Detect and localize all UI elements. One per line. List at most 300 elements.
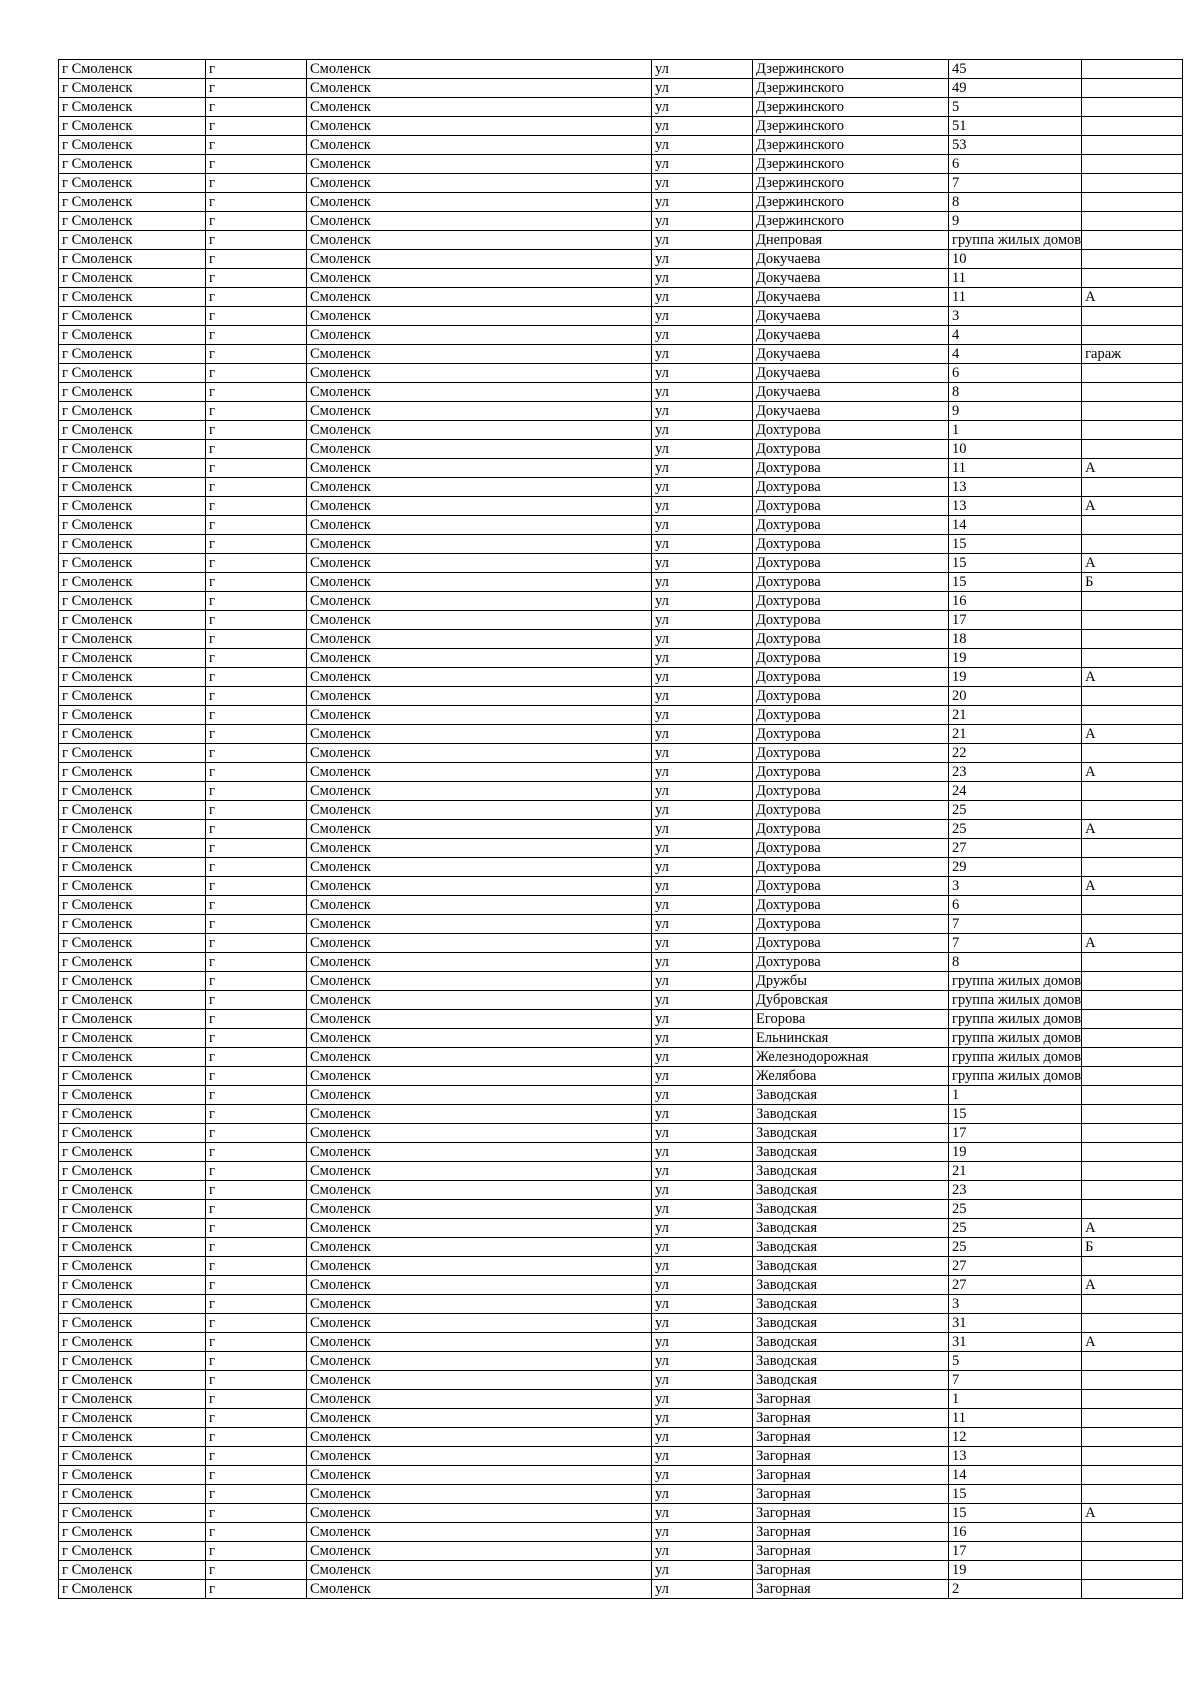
cell-settlement-name: Смоленск xyxy=(307,1352,652,1371)
cell-street-name: Дохтурова xyxy=(753,877,949,896)
cell-house-number: 21 xyxy=(949,1162,1082,1181)
cell-city-full: г Смоленск xyxy=(59,592,206,611)
cell-city-full: г Смоленск xyxy=(59,1124,206,1143)
cell-settlement-type: г xyxy=(206,440,307,459)
cell-street-type: ул xyxy=(652,231,753,250)
cell-street-type: ул xyxy=(652,1352,753,1371)
cell-settlement-name: Смоленск xyxy=(307,1238,652,1257)
cell-building-suffix xyxy=(1082,1447,1183,1466)
cell-street-name: Дохтурова xyxy=(753,839,949,858)
cell-settlement-type: г xyxy=(206,1257,307,1276)
cell-building-suffix xyxy=(1082,1067,1183,1086)
cell-street-name: Дохтурова xyxy=(753,725,949,744)
cell-settlement-type: г xyxy=(206,478,307,497)
table-row xyxy=(59,611,1183,630)
cell-settlement-type: г xyxy=(206,459,307,478)
cell-settlement-name: Смоленск xyxy=(307,250,652,269)
cell-settlement-type: г xyxy=(206,763,307,782)
cell-street-name: Заводская xyxy=(753,1333,949,1352)
cell-settlement-name: Смоленск xyxy=(307,725,652,744)
cell-street-name: Дохтурова xyxy=(753,573,949,592)
table-row xyxy=(59,1067,1183,1086)
cell-street-name: Дохтурова xyxy=(753,801,949,820)
cell-settlement-name: Смоленск xyxy=(307,763,652,782)
cell-city-full: г Смоленск xyxy=(59,934,206,953)
cell-settlement-name: Смоленск xyxy=(307,820,652,839)
cell-city-full: г Смоленск xyxy=(59,79,206,98)
cell-street-name: Заводская xyxy=(753,1276,949,1295)
cell-city-full: г Смоленск xyxy=(59,231,206,250)
cell-street-type: ул xyxy=(652,668,753,687)
cell-settlement-name: Смоленск xyxy=(307,1124,652,1143)
cell-city-full: г Смоленск xyxy=(59,687,206,706)
cell-house-number: 22 xyxy=(949,744,1082,763)
table-row xyxy=(59,649,1183,668)
cell-street-type: ул xyxy=(652,1485,753,1504)
cell-settlement-name: Смоленск xyxy=(307,1580,652,1599)
cell-street-name: Дзержинского xyxy=(753,79,949,98)
cell-building-suffix xyxy=(1082,972,1183,991)
cell-house-number: 17 xyxy=(949,1124,1082,1143)
cell-street-name: Докучаева xyxy=(753,288,949,307)
cell-city-full: г Смоленск xyxy=(59,611,206,630)
cell-settlement-type: г xyxy=(206,573,307,592)
table-row xyxy=(59,1580,1183,1599)
cell-settlement-name: Смоленск xyxy=(307,1447,652,1466)
cell-building-suffix xyxy=(1082,1257,1183,1276)
cell-street-name: Заводская xyxy=(753,1371,949,1390)
cell-settlement-type: г xyxy=(206,706,307,725)
cell-building-suffix xyxy=(1082,117,1183,136)
cell-street-type: ул xyxy=(652,383,753,402)
cell-house-number: 3 xyxy=(949,1295,1082,1314)
cell-city-full: г Смоленск xyxy=(59,497,206,516)
cell-street-type: ул xyxy=(652,345,753,364)
cell-settlement-type: г xyxy=(206,383,307,402)
cell-street-type: ул xyxy=(652,991,753,1010)
cell-street-name: Дохтурова xyxy=(753,782,949,801)
cell-building-suffix: А xyxy=(1082,288,1183,307)
cell-city-full: г Смоленск xyxy=(59,136,206,155)
cell-street-name: Заводская xyxy=(753,1162,949,1181)
cell-house-number: 27 xyxy=(949,1257,1082,1276)
cell-settlement-name: Смоленск xyxy=(307,212,652,231)
cell-city-full: г Смоленск xyxy=(59,1200,206,1219)
cell-settlement-name: Смоленск xyxy=(307,1333,652,1352)
cell-street-name: Заводская xyxy=(753,1238,949,1257)
table-row xyxy=(59,573,1183,592)
address-table xyxy=(58,59,1183,1599)
cell-house-number: 8 xyxy=(949,193,1082,212)
table-row xyxy=(59,1466,1183,1485)
cell-building-suffix: А xyxy=(1082,934,1183,953)
cell-street-name: Докучаева xyxy=(753,364,949,383)
cell-street-type: ул xyxy=(652,1561,753,1580)
cell-settlement-name: Смоленск xyxy=(307,421,652,440)
cell-settlement-name: Смоленск xyxy=(307,1029,652,1048)
table-row xyxy=(59,1371,1183,1390)
table-row xyxy=(59,98,1183,117)
cell-city-full: г Смоленск xyxy=(59,991,206,1010)
cell-street-type: ул xyxy=(652,573,753,592)
cell-house-number: 10 xyxy=(949,250,1082,269)
cell-settlement-type: г xyxy=(206,1105,307,1124)
cell-street-type: ул xyxy=(652,1086,753,1105)
cell-building-suffix xyxy=(1082,516,1183,535)
cell-street-name: Загорная xyxy=(753,1580,949,1599)
cell-street-name: Дохтурова xyxy=(753,497,949,516)
cell-city-full: г Смоленск xyxy=(59,1371,206,1390)
table-row xyxy=(59,402,1183,421)
cell-street-type: ул xyxy=(652,440,753,459)
cell-street-type: ул xyxy=(652,611,753,630)
cell-street-name: Дохтурова xyxy=(753,896,949,915)
table-row xyxy=(59,231,1183,250)
cell-street-type: ул xyxy=(652,364,753,383)
cell-building-suffix: А xyxy=(1082,763,1183,782)
cell-street-type: ул xyxy=(652,516,753,535)
cell-street-name: Ельнинская xyxy=(753,1029,949,1048)
cell-settlement-name: Смоленск xyxy=(307,858,652,877)
cell-street-name: Докучаева xyxy=(753,345,949,364)
cell-building-suffix: А xyxy=(1082,668,1183,687)
cell-street-name: Заводская xyxy=(753,1352,949,1371)
cell-settlement-name: Смоленск xyxy=(307,668,652,687)
cell-building-suffix xyxy=(1082,611,1183,630)
table-row xyxy=(59,1048,1183,1067)
cell-city-full: г Смоленск xyxy=(59,1504,206,1523)
cell-city-full: г Смоленск xyxy=(59,250,206,269)
cell-settlement-type: г xyxy=(206,1428,307,1447)
table-row xyxy=(59,953,1183,972)
table-row xyxy=(59,858,1183,877)
cell-street-name: Дзержинского xyxy=(753,136,949,155)
cell-city-full: г Смоленск xyxy=(59,953,206,972)
cell-settlement-type: г xyxy=(206,117,307,136)
table-row xyxy=(59,896,1183,915)
cell-building-suffix xyxy=(1082,1143,1183,1162)
cell-building-suffix xyxy=(1082,269,1183,288)
cell-building-suffix xyxy=(1082,687,1183,706)
cell-settlement-name: Смоленск xyxy=(307,1048,652,1067)
cell-street-type: ул xyxy=(652,535,753,554)
cell-street-type: ул xyxy=(652,972,753,991)
cell-city-full: г Смоленск xyxy=(59,858,206,877)
table-row xyxy=(59,1181,1183,1200)
cell-city-full: г Смоленск xyxy=(59,1048,206,1067)
cell-settlement-type: г xyxy=(206,1295,307,1314)
cell-building-suffix xyxy=(1082,1371,1183,1390)
cell-settlement-name: Смоленск xyxy=(307,1086,652,1105)
cell-building-suffix xyxy=(1082,896,1183,915)
table-row xyxy=(59,630,1183,649)
table-row xyxy=(59,1333,1183,1352)
table-row xyxy=(59,820,1183,839)
cell-house-number: 53 xyxy=(949,136,1082,155)
cell-settlement-type: г xyxy=(206,668,307,687)
table-row xyxy=(59,801,1183,820)
cell-building-suffix: А xyxy=(1082,1504,1183,1523)
cell-house-number: 1 xyxy=(949,1390,1082,1409)
cell-street-type: ул xyxy=(652,554,753,573)
cell-street-name: Загорная xyxy=(753,1390,949,1409)
table-row xyxy=(59,1314,1183,1333)
cell-city-full: г Смоленск xyxy=(59,820,206,839)
cell-city-full: г Смоленск xyxy=(59,801,206,820)
cell-settlement-type: г xyxy=(206,1352,307,1371)
cell-street-name: Дохтурова xyxy=(753,744,949,763)
cell-street-type: ул xyxy=(652,288,753,307)
cell-settlement-type: г xyxy=(206,915,307,934)
cell-house-number: 11 xyxy=(949,288,1082,307)
cell-settlement-type: г xyxy=(206,1314,307,1333)
cell-street-name: Дохтурова xyxy=(753,858,949,877)
cell-building-suffix xyxy=(1082,478,1183,497)
cell-city-full: г Смоленск xyxy=(59,1143,206,1162)
cell-settlement-name: Смоленск xyxy=(307,649,652,668)
cell-house-number: 14 xyxy=(949,516,1082,535)
cell-house-number: 17 xyxy=(949,611,1082,630)
cell-street-name: Дзержинского xyxy=(753,174,949,193)
cell-street-type: ул xyxy=(652,1523,753,1542)
cell-house-number: группа жилых домов xyxy=(949,1067,1082,1086)
cell-house-number: 7 xyxy=(949,174,1082,193)
cell-settlement-type: г xyxy=(206,212,307,231)
cell-settlement-name: Смоленск xyxy=(307,1276,652,1295)
cell-building-suffix xyxy=(1082,839,1183,858)
cell-house-number: 20 xyxy=(949,687,1082,706)
cell-settlement-name: Смоленск xyxy=(307,98,652,117)
cell-settlement-name: Смоленск xyxy=(307,269,652,288)
cell-settlement-type: г xyxy=(206,307,307,326)
cell-settlement-name: Смоленск xyxy=(307,934,652,953)
cell-street-name: Дубровская xyxy=(753,991,949,1010)
cell-settlement-name: Смоленск xyxy=(307,60,652,79)
cell-city-full: г Смоленск xyxy=(59,1181,206,1200)
cell-settlement-type: г xyxy=(206,630,307,649)
cell-settlement-name: Смоленск xyxy=(307,1181,652,1200)
cell-street-name: Егорова xyxy=(753,1010,949,1029)
cell-city-full: г Смоленск xyxy=(59,1485,206,1504)
cell-house-number: 27 xyxy=(949,1276,1082,1295)
cell-street-name: Докучаева xyxy=(753,383,949,402)
cell-house-number: 2 xyxy=(949,1580,1082,1599)
cell-house-number: 11 xyxy=(949,1409,1082,1428)
table-row xyxy=(59,1409,1183,1428)
table-row xyxy=(59,1352,1183,1371)
cell-settlement-type: г xyxy=(206,1485,307,1504)
cell-settlement-name: Смоленск xyxy=(307,1466,652,1485)
cell-settlement-name: Смоленск xyxy=(307,1314,652,1333)
cell-street-name: Заводская xyxy=(753,1219,949,1238)
cell-city-full: г Смоленск xyxy=(59,839,206,858)
cell-city-full: г Смоленск xyxy=(59,896,206,915)
cell-settlement-name: Смоленск xyxy=(307,193,652,212)
cell-street-name: Загорная xyxy=(753,1428,949,1447)
cell-city-full: г Смоленск xyxy=(59,193,206,212)
table-row xyxy=(59,1523,1183,1542)
cell-street-name: Желябова xyxy=(753,1067,949,1086)
cell-street-name: Дохтурова xyxy=(753,516,949,535)
cell-street-name: Докучаева xyxy=(753,402,949,421)
cell-street-type: ул xyxy=(652,269,753,288)
cell-house-number: 6 xyxy=(949,364,1082,383)
cell-street-type: ул xyxy=(652,896,753,915)
cell-street-name: Дзержинского xyxy=(753,193,949,212)
cell-building-suffix xyxy=(1082,744,1183,763)
cell-building-suffix xyxy=(1082,364,1183,383)
cell-settlement-type: г xyxy=(206,79,307,98)
table-row xyxy=(59,725,1183,744)
cell-street-name: Дзержинского xyxy=(753,212,949,231)
cell-street-name: Дзержинского xyxy=(753,155,949,174)
cell-building-suffix: А xyxy=(1082,1276,1183,1295)
table-row xyxy=(59,1219,1183,1238)
cell-street-type: ул xyxy=(652,1048,753,1067)
cell-house-number: 8 xyxy=(949,383,1082,402)
cell-house-number: 4 xyxy=(949,326,1082,345)
cell-street-type: ул xyxy=(652,1371,753,1390)
cell-street-type: ул xyxy=(652,402,753,421)
cell-street-type: ул xyxy=(652,1542,753,1561)
cell-settlement-type: г xyxy=(206,611,307,630)
cell-settlement-type: г xyxy=(206,231,307,250)
cell-settlement-type: г xyxy=(206,972,307,991)
cell-street-type: ул xyxy=(652,1390,753,1409)
cell-building-suffix xyxy=(1082,706,1183,725)
table-row xyxy=(59,136,1183,155)
cell-house-number: 51 xyxy=(949,117,1082,136)
cell-settlement-name: Смоленск xyxy=(307,592,652,611)
cell-city-full: г Смоленск xyxy=(59,459,206,478)
cell-city-full: г Смоленск xyxy=(59,1010,206,1029)
cell-street-type: ул xyxy=(652,79,753,98)
cell-settlement-type: г xyxy=(206,193,307,212)
cell-settlement-type: г xyxy=(206,60,307,79)
cell-city-full: г Смоленск xyxy=(59,1390,206,1409)
cell-city-full: г Смоленск xyxy=(59,744,206,763)
cell-building-suffix xyxy=(1082,1390,1183,1409)
cell-settlement-name: Смоленск xyxy=(307,79,652,98)
cell-city-full: г Смоленск xyxy=(59,763,206,782)
cell-house-number: 23 xyxy=(949,763,1082,782)
cell-building-suffix xyxy=(1082,991,1183,1010)
cell-street-type: ул xyxy=(652,193,753,212)
cell-street-type: ул xyxy=(652,250,753,269)
cell-street-name: Дохтурова xyxy=(753,953,949,972)
cell-settlement-name: Смоленск xyxy=(307,1143,652,1162)
cell-settlement-type: г xyxy=(206,877,307,896)
cell-street-type: ул xyxy=(652,1428,753,1447)
cell-building-suffix xyxy=(1082,402,1183,421)
table-row xyxy=(59,592,1183,611)
cell-city-full: г Смоленск xyxy=(59,1086,206,1105)
cell-street-name: Заводская xyxy=(753,1086,949,1105)
cell-house-number: 17 xyxy=(949,1542,1082,1561)
cell-settlement-name: Смоленск xyxy=(307,896,652,915)
table-row xyxy=(59,1086,1183,1105)
cell-settlement-type: г xyxy=(206,516,307,535)
cell-building-suffix xyxy=(1082,307,1183,326)
cell-building-suffix xyxy=(1082,79,1183,98)
cell-building-suffix: Б xyxy=(1082,1238,1183,1257)
cell-city-full: г Смоленск xyxy=(59,1238,206,1257)
cell-street-type: ул xyxy=(652,1238,753,1257)
table-row xyxy=(59,60,1183,79)
cell-street-name: Докучаева xyxy=(753,307,949,326)
table-row xyxy=(59,212,1183,231)
cell-city-full: г Смоленск xyxy=(59,1466,206,1485)
table-row xyxy=(59,1390,1183,1409)
cell-building-suffix: А xyxy=(1082,497,1183,516)
table-row xyxy=(59,763,1183,782)
cell-street-name: Заводская xyxy=(753,1200,949,1219)
cell-settlement-type: г xyxy=(206,592,307,611)
cell-street-type: ул xyxy=(652,858,753,877)
cell-building-suffix: А xyxy=(1082,1333,1183,1352)
cell-street-name: Заводская xyxy=(753,1257,949,1276)
table-row xyxy=(59,839,1183,858)
table-row xyxy=(59,421,1183,440)
cell-building-suffix xyxy=(1082,1105,1183,1124)
cell-building-suffix xyxy=(1082,60,1183,79)
cell-street-name: Дохтурова xyxy=(753,820,949,839)
cell-building-suffix: А xyxy=(1082,554,1183,573)
cell-house-number: 6 xyxy=(949,896,1082,915)
cell-city-full: г Смоленск xyxy=(59,440,206,459)
cell-city-full: г Смоленск xyxy=(59,421,206,440)
cell-house-number: 21 xyxy=(949,725,1082,744)
cell-street-name: Загорная xyxy=(753,1504,949,1523)
cell-house-number: 19 xyxy=(949,1143,1082,1162)
cell-house-number: группа жилых домов xyxy=(949,972,1082,991)
cell-city-full: г Смоленск xyxy=(59,212,206,231)
cell-street-name: Дохтурова xyxy=(753,478,949,497)
cell-city-full: г Смоленск xyxy=(59,1067,206,1086)
cell-settlement-name: Смоленск xyxy=(307,1523,652,1542)
cell-street-name: Дохтурова xyxy=(753,592,949,611)
cell-settlement-type: г xyxy=(206,801,307,820)
cell-house-number: 3 xyxy=(949,307,1082,326)
cell-settlement-name: Смоленск xyxy=(307,972,652,991)
cell-house-number: 14 xyxy=(949,1466,1082,1485)
cell-building-suffix: А xyxy=(1082,820,1183,839)
cell-settlement-type: г xyxy=(206,1029,307,1048)
cell-settlement-name: Смоленск xyxy=(307,1067,652,1086)
cell-city-full: г Смоленск xyxy=(59,1257,206,1276)
cell-street-type: ул xyxy=(652,1504,753,1523)
cell-settlement-type: г xyxy=(206,858,307,877)
cell-settlement-name: Смоленск xyxy=(307,991,652,1010)
cell-settlement-type: г xyxy=(206,687,307,706)
cell-settlement-name: Смоленск xyxy=(307,231,652,250)
cell-settlement-type: г xyxy=(206,1143,307,1162)
cell-settlement-name: Смоленск xyxy=(307,839,652,858)
cell-house-number: группа жилых домов xyxy=(949,1029,1082,1048)
cell-street-name: Загорная xyxy=(753,1523,949,1542)
cell-building-suffix xyxy=(1082,1542,1183,1561)
cell-settlement-name: Смоленск xyxy=(307,478,652,497)
cell-street-type: ул xyxy=(652,782,753,801)
cell-settlement-type: г xyxy=(206,839,307,858)
cell-settlement-type: г xyxy=(206,421,307,440)
cell-city-full: г Смоленск xyxy=(59,478,206,497)
cell-building-suffix xyxy=(1082,193,1183,212)
cell-settlement-type: г xyxy=(206,1561,307,1580)
cell-settlement-name: Смоленск xyxy=(307,801,652,820)
cell-house-number: 25 xyxy=(949,1238,1082,1257)
cell-house-number: 13 xyxy=(949,1447,1082,1466)
